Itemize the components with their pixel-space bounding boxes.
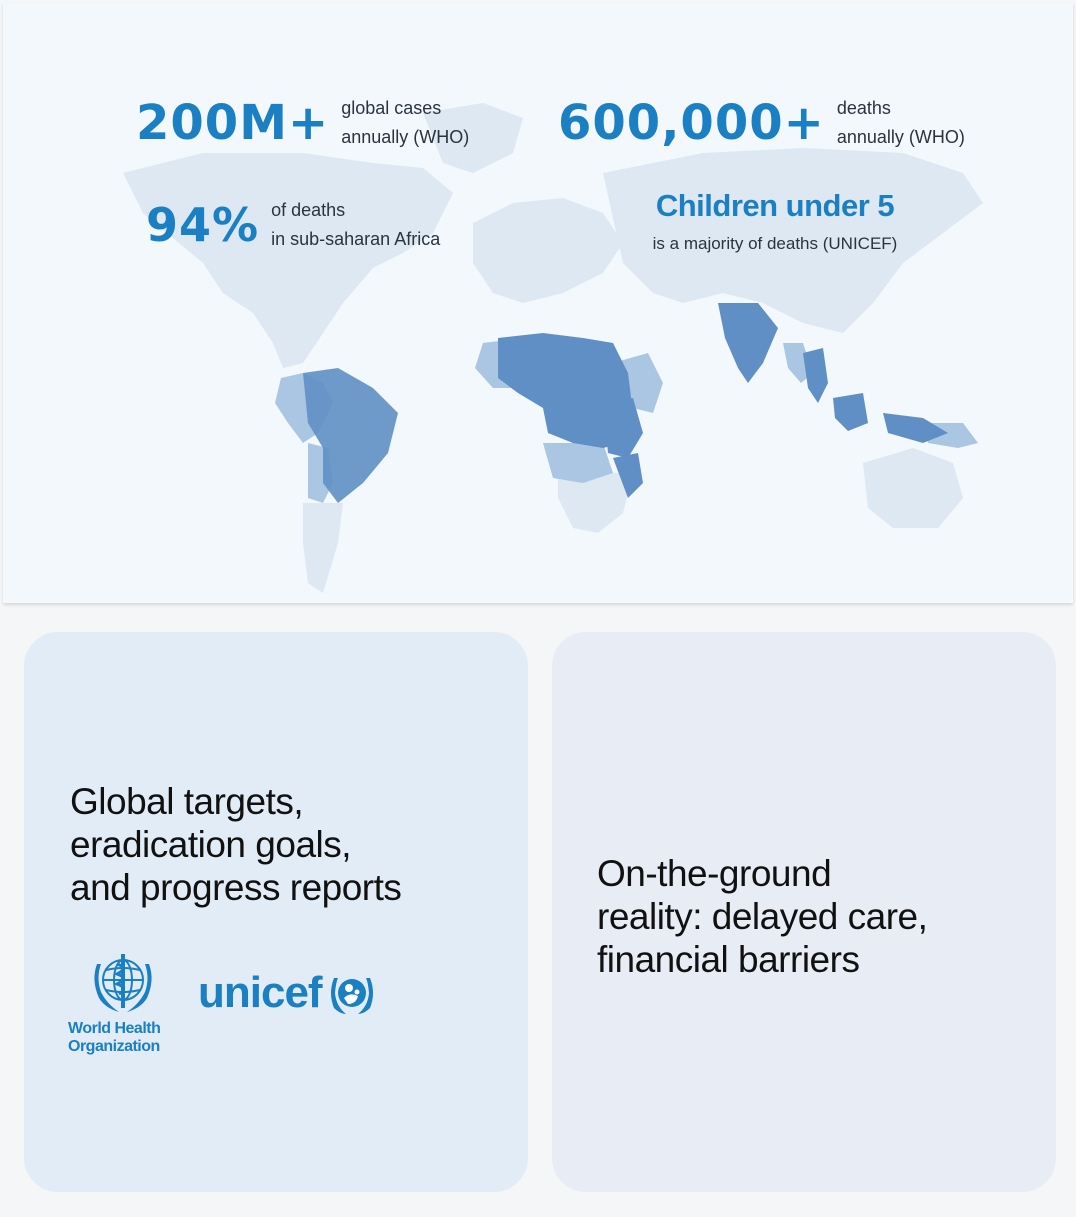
who-emblem-icon — [85, 946, 161, 1016]
unicef-logo — [198, 968, 382, 1018]
who-logo — [68, 946, 178, 1056]
partner-logos — [68, 946, 382, 1056]
stat-cases-desc — [341, 94, 469, 152]
stat-cases-line1: global cases — [341, 98, 442, 118]
ground-reality-heading — [597, 852, 1037, 981]
unicef-emblem-icon — [322, 968, 382, 1018]
heading-line: financial barriers — [597, 939, 860, 980]
stat-cases-value: 200M+ — [136, 94, 330, 151]
stat-children — [615, 188, 935, 254]
who-line1: World Health — [68, 1020, 161, 1037]
heading-line: Global targets, — [70, 781, 304, 822]
stats-map-panel — [3, 3, 1073, 603]
heading-line: and progress reports — [70, 867, 402, 908]
stat-deaths-value: 600,000+ — [558, 94, 825, 151]
heading-line: eradication goals, — [70, 824, 352, 865]
global-targets-heading — [70, 780, 490, 909]
stat-africa-line1: of deaths — [271, 200, 346, 220]
stat-deaths-desc — [837, 94, 965, 152]
stat-africa-value: 94% — [146, 197, 260, 252]
map-dark-regions — [303, 303, 948, 503]
stat-africa-line2: in sub-saharan Africa — [271, 228, 441, 249]
stat-children-sub: is a majority of deaths (UNICEF) — [652, 234, 898, 253]
heading-line: reality: delayed care, — [597, 896, 928, 937]
heading-line: On-the-ground — [597, 853, 832, 894]
stat-cases-line2: annually (WHO) — [341, 126, 470, 147]
ground-reality-card — [552, 632, 1056, 1192]
stat-deaths-line1: deaths — [836, 98, 891, 118]
who-line2: Organization — [68, 1038, 160, 1055]
world-map — [3, 3, 1073, 603]
stat-global-cases — [136, 94, 469, 152]
stat-deaths-line2: annually (WHO) — [836, 126, 965, 147]
who-wordmark — [68, 1020, 160, 1056]
unicef-wordmark: unicef — [198, 968, 322, 1017]
global-targets-card — [24, 632, 528, 1192]
stat-africa-desc — [271, 196, 440, 254]
stat-annual-deaths — [558, 94, 965, 152]
stat-africa-share — [146, 196, 440, 254]
stat-children-headline: Children under 5 — [655, 188, 895, 223]
